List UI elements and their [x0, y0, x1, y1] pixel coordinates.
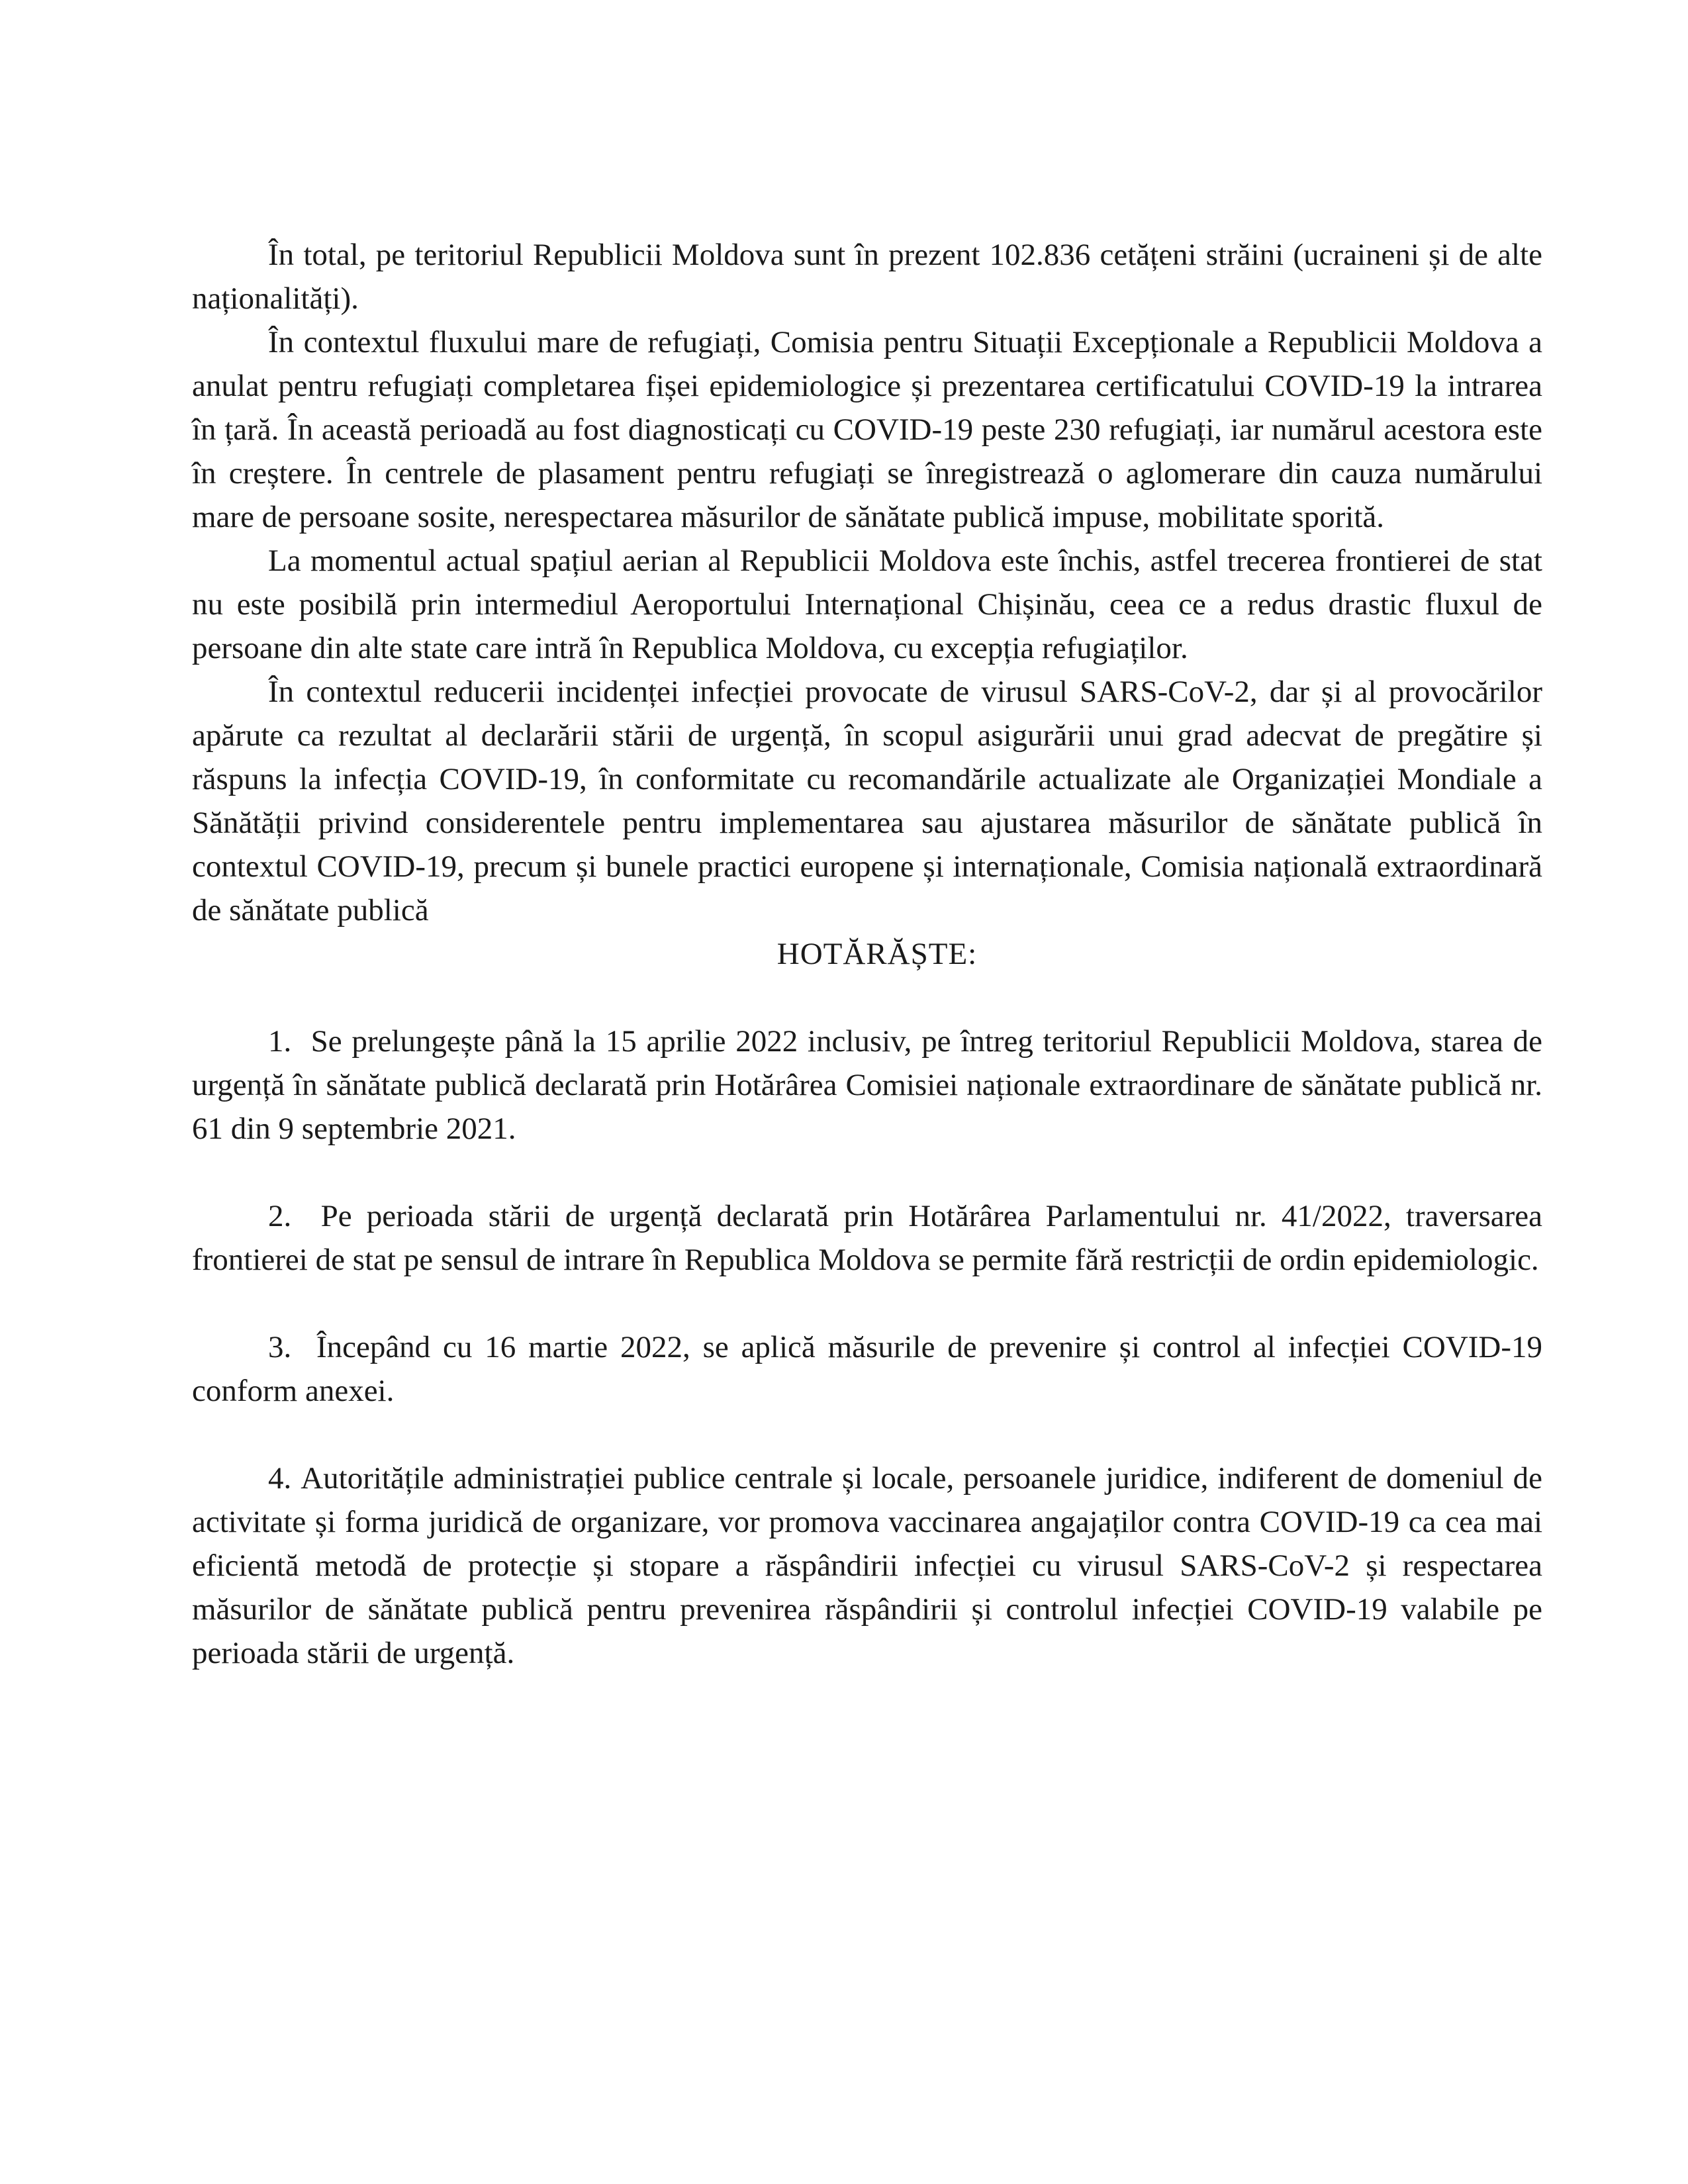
item-number: 4. — [268, 1461, 292, 1496]
item-text: Se prelungește până la 15 aprilie 2022 inclusiv, pe întreg teritoriul Republicii Moldova, starea de urgență în sănătate publică declarată prin Hotărârea Comisiei naționale extraordinare de sănătate publică nr. 61 din 9 septembrie 2021. — [192, 1024, 1542, 1146]
spacer — [192, 1282, 1542, 1325]
decision-item-4 — [192, 1456, 1542, 1675]
decision-item-3 — [192, 1325, 1542, 1413]
item-number: 1. — [268, 1024, 292, 1059]
paragraph-refugee-flow: În contextul fluxului mare de refugiați, Comisia pentru Situații Excepționale a Republicii Moldova a anulat pentru refugiați completarea fișei epidemiologice și prezentarea certificatului COVID-19 la intrarea în țară. În această perioadă au fost diagnosticați cu COVID-19 peste 230 refugiați, iar numărul acestora este în creștere. În centrele de plasament pentru refugiați se înregistrează o aglomerare din cauza numărului mare de persoane sosite, nerespectarea măsurilor de sănătate publică impuse, mobilitate sporită. — [192, 325, 1542, 534]
paragraph-airspace: La momentul actual spațiul aerian al Republicii Moldova este închis, astfel trecerea frontierei de stat nu este posibilă prin intermediul Aeroportului Internațional Chișinău, ceea ce a redus drastic fluxul de persoane din alte state care intră în Republica Moldova, cu excepția refugiaților. — [192, 544, 1542, 665]
decision-item-1 — [192, 1020, 1542, 1151]
item-text: Pe perioada stării de urgență declarată prin Hotărârea Parlamentului nr. 41/2022, traversarea frontierei de stat pe sensul de intrare în Republica Moldova se permite fără restricții de ordin epidemiologic. — [192, 1199, 1542, 1277]
paragraph-context: În contextul reducerii incidenței infecției provocate de virusul SARS-CoV-2, dar și al provocărilor apărute ca rezultat al declarării stării de urgență, în scopul asigurării unui grad adecvat de pregătire și răspuns la infecția COVID-19, în conformitate cu recomandările actualizate ale Organizației Mondiale a Sănătății privind considerentele pentru implementarea sau ajustarea măsurilor de sănătate publică în contextul COVID-19, precum și bunele practici europene și internaționale, Comisia națională extraordinară de sănătate publică — [192, 675, 1542, 927]
paragraph-foreign-citizens: În total, pe teritoriul Republicii Moldova sunt în prezent 102.836 cetățeni străini (ucraineni și de alte naționalități). — [192, 238, 1542, 316]
decision-heading: HOTĂRĂȘTE: — [776, 937, 978, 971]
spacer — [192, 1413, 1542, 1456]
spacer — [192, 976, 1542, 1020]
item-number: 2. — [268, 1199, 292, 1233]
item-number: 3. — [268, 1330, 292, 1364]
spacer — [192, 1151, 1542, 1194]
item-text: Începând cu 16 martie 2022, se aplică măsurile de prevenire și control al infecției COVID-19 conform anexei. — [192, 1330, 1543, 1408]
document-page — [192, 233, 1542, 1675]
item-text: Autoritățile administrației publice centrale și locale, persoanele juridice, indiferent de domeniul de activitate și forma juridică de organizare, vor promova vaccinarea angajaților contra COVID-19 ca cea mai eficientă metodă de protecție și stopare a răspândirii infecției cu virusul SARS-CoV-2 și respectarea măsurilor de sănătate publică pentru prevenirea răspândirii și controlul infecției COVID-19 valabile pe perioada stării de urgență. — [192, 1461, 1543, 1670]
decision-item-2 — [192, 1194, 1542, 1282]
